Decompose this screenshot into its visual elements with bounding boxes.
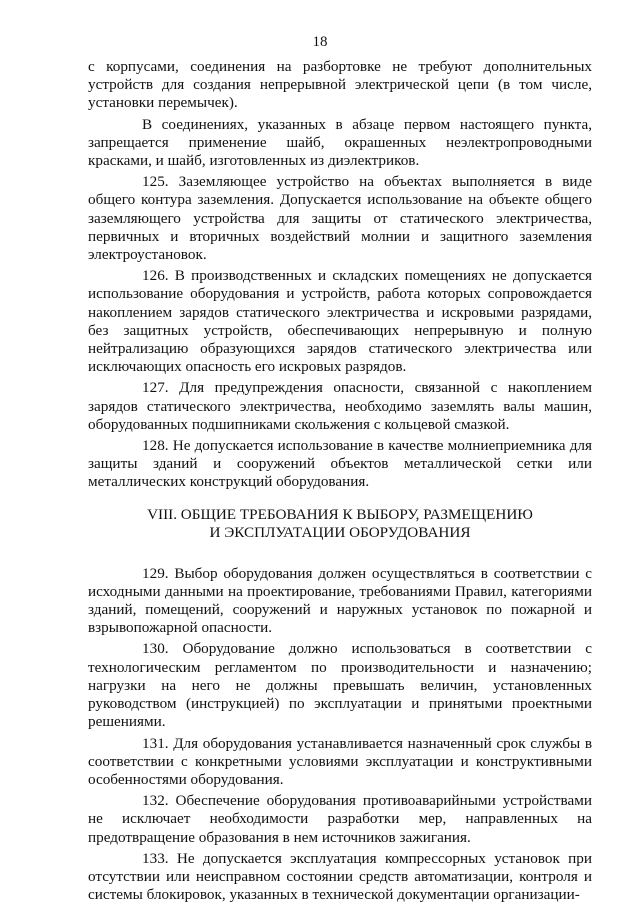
document-body <box>88 58 592 907</box>
paragraph-item-131: 131. Для оборудования устанавливается назначенный срок службы в соответствии с конкретными условиями эксплуатации и конструктивными особенностями оборудования. <box>88 734 592 788</box>
paragraph-item-128: 128. Не допускается использование в качестве молниеприемника для защиты зданий и сооружений объектов металлической сетки или металлических конструкций оборудования. <box>88 437 592 491</box>
paragraphs-before <box>88 58 592 492</box>
section-heading-line-1: VIII. ОБЩИЕ ТРЕБОВАНИЯ К ВЫБОРУ, РАЗМЕЩЕНИЮ <box>147 505 533 523</box>
paragraph: В соединениях, указанных в абзаце первом настоящего пункта, запрещается применение шайб, окрашенных неэлектропроводными красками, и шайб, изготовленных из диэлектриков. <box>88 115 592 170</box>
page-number: 18 <box>312 34 328 50</box>
paragraph-item-125: 125. Заземляющее устройство на объектах выполняется в виде общего контура заземления. Допускается использование на объекте общего заземляющего устройства для защиты от статического электричества, первичных и вторичных воздействий молнии и защитного заземления электроустановок. <box>88 173 592 264</box>
paragraph-item-132: 132. Обеспечение оборудования противоаварийными устройствами не исключает необходимости разработки мер, направленных на предотвращение образования в нем источников зажигания. <box>88 792 592 846</box>
paragraph-item-133: 133. Не допускается эксплуатация компрессорных установок при отсутствии или неисправном состоянии средств автоматизации, контроля и системы блокировок, указанных в технической документации организации- <box>88 849 592 904</box>
paragraph-item-127: 127. Для предупреждения опасности, связанной с накоплением зарядов статического электричества, необходимо заземлять валы машин, оборудованных подшипниками скольжения с кольцевой смазкой. <box>88 379 592 433</box>
paragraph-item-126: 126. В производственных и складских помещениях не допускается использование оборудования и устройств, работа которых сопровождается накоплением зарядов статического электричества и искровыми разрядами, без защитных устройств, обеспечивающих непрерывную и полную нейтрализацию образующихся зарядов статического электричества или исключающих опасность его искровых разрядов. <box>88 267 592 376</box>
paragraph-item-130: 130. Оборудование должно использоваться в соответствии с технологическим регламентом по производительности и назначению; нагрузки на него не должны превышать величин, установленных руководством (инструкцией) по эксплуатации и принятыми проектными решениями. <box>88 640 592 731</box>
paragraph-continuation: с корпусами, соединения на разбортовке не требуют дополнительных устройств для создания непрерывной электрической цепи (в том числе, установки перемычек). <box>88 58 592 112</box>
paragraph-item-129: 129. Выбор оборудования должен осуществляться в соответствии с исходными данными на проектирование, требованиями Правил, категориями зданий, помещений, сооружений и наружных установок по пожарной и взрывопожарной опасности. <box>88 564 592 637</box>
paragraphs-after <box>88 565 592 905</box>
section-heading-line-2: И ЭКСПЛУАТАЦИИ ОБОРУДОВАНИЯ <box>209 524 471 542</box>
section-heading <box>88 506 592 543</box>
